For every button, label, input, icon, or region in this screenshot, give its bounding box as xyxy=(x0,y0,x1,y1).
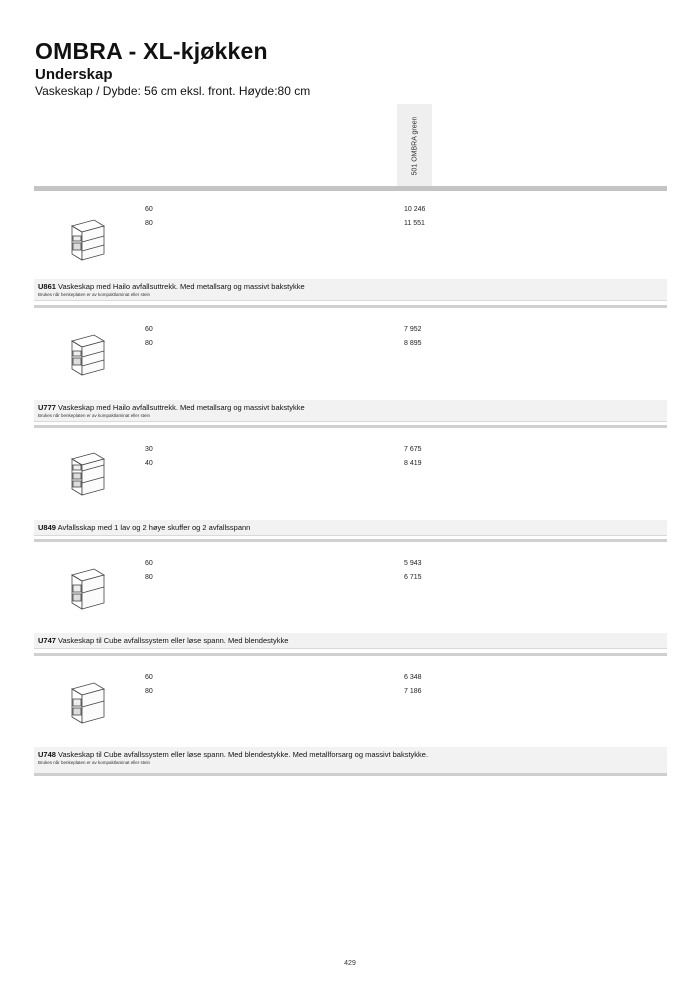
product-code: U747 xyxy=(38,636,56,645)
price-value: 11 551 xyxy=(404,220,425,227)
product-note: Brukes når benkeplaten er av kompaktlaminat eller stein xyxy=(38,760,151,765)
price-value: 6 715 xyxy=(404,574,422,581)
product-section-u777 xyxy=(34,305,667,425)
width-value: 60 xyxy=(145,560,153,567)
product-section-u747 xyxy=(34,539,667,653)
section-divider xyxy=(34,305,667,308)
width-value: 30 xyxy=(145,446,153,453)
product-description xyxy=(34,747,667,776)
section-divider xyxy=(34,425,667,428)
product-section-u861 xyxy=(34,190,667,305)
price-value: 7 186 xyxy=(404,688,422,695)
product-section-u849 xyxy=(34,425,667,539)
section-divider xyxy=(34,653,667,656)
product-description xyxy=(34,633,667,649)
cabinet-drawing-icon xyxy=(58,212,112,266)
product-code: U777 xyxy=(38,403,56,412)
product-section-u748 xyxy=(34,653,667,777)
section-divider xyxy=(34,539,667,542)
price-value: 7 952 xyxy=(404,326,422,333)
product-text: Vaskeskap med Hailo avfallsuttrekk. Med metallsarg og massivt bakstykke xyxy=(55,403,305,412)
cabinet-drawing-icon xyxy=(58,447,112,501)
product-text: Vaskeskap til Cube avfallssystem eller løse spann. Med blendestykke. Med metallforsarg og massivt bakstykke. xyxy=(55,750,429,759)
page-title: OMBRA - XL-kjøkken xyxy=(35,38,268,64)
width-value: 60 xyxy=(145,206,153,213)
width-value: 80 xyxy=(145,688,153,695)
width-value: 40 xyxy=(145,460,153,467)
cabinet-drawing-icon xyxy=(58,327,112,381)
product-description xyxy=(34,279,667,301)
width-value: 60 xyxy=(145,326,153,333)
width-value: 60 xyxy=(145,674,153,681)
product-text: Vaskeskap til Cube avfallssystem eller løse spann. Med blendestykke xyxy=(55,636,289,645)
product-code: U748 xyxy=(38,750,56,759)
section-subtitle: Underskap xyxy=(35,66,113,83)
section-description: Vaskeskap / Dybde: 56 cm eksl. front. Høyde:80 cm xyxy=(35,84,311,98)
product-text: Avfallsskap med 1 lav og 2 høye skuffer og 2 avfallsspann xyxy=(55,523,251,532)
width-value: 80 xyxy=(145,340,153,347)
price-value: 10 246 xyxy=(404,206,426,213)
price-value: 7 675 xyxy=(404,446,422,453)
product-note: Brukes når benkeplaten er av kompaktlaminat eller stein xyxy=(38,292,151,297)
product-description xyxy=(34,400,667,422)
price-column-label: 501 OMBRA green xyxy=(411,116,418,176)
width-value: 80 xyxy=(145,574,153,581)
cabinet-drawing-icon xyxy=(58,675,112,729)
product-note: Brukes når benkeplaten er av kompaktlaminat eller stein xyxy=(38,413,151,418)
product-code: U849 xyxy=(38,523,56,532)
cabinet-drawing-icon xyxy=(58,561,112,615)
price-column-header xyxy=(397,104,432,188)
width-value: 80 xyxy=(145,220,153,227)
price-value: 5 943 xyxy=(404,560,422,567)
page-number: 429 xyxy=(344,960,356,967)
product-description xyxy=(34,520,667,536)
price-value: 6 348 xyxy=(404,674,422,681)
price-value: 8 419 xyxy=(404,460,422,467)
product-text: Vaskeskap med Hailo avfallsuttrekk. Med metallsarg og massivt bakstykke xyxy=(55,282,305,291)
price-value: 8 895 xyxy=(404,340,422,347)
product-code: U861 xyxy=(38,282,56,291)
